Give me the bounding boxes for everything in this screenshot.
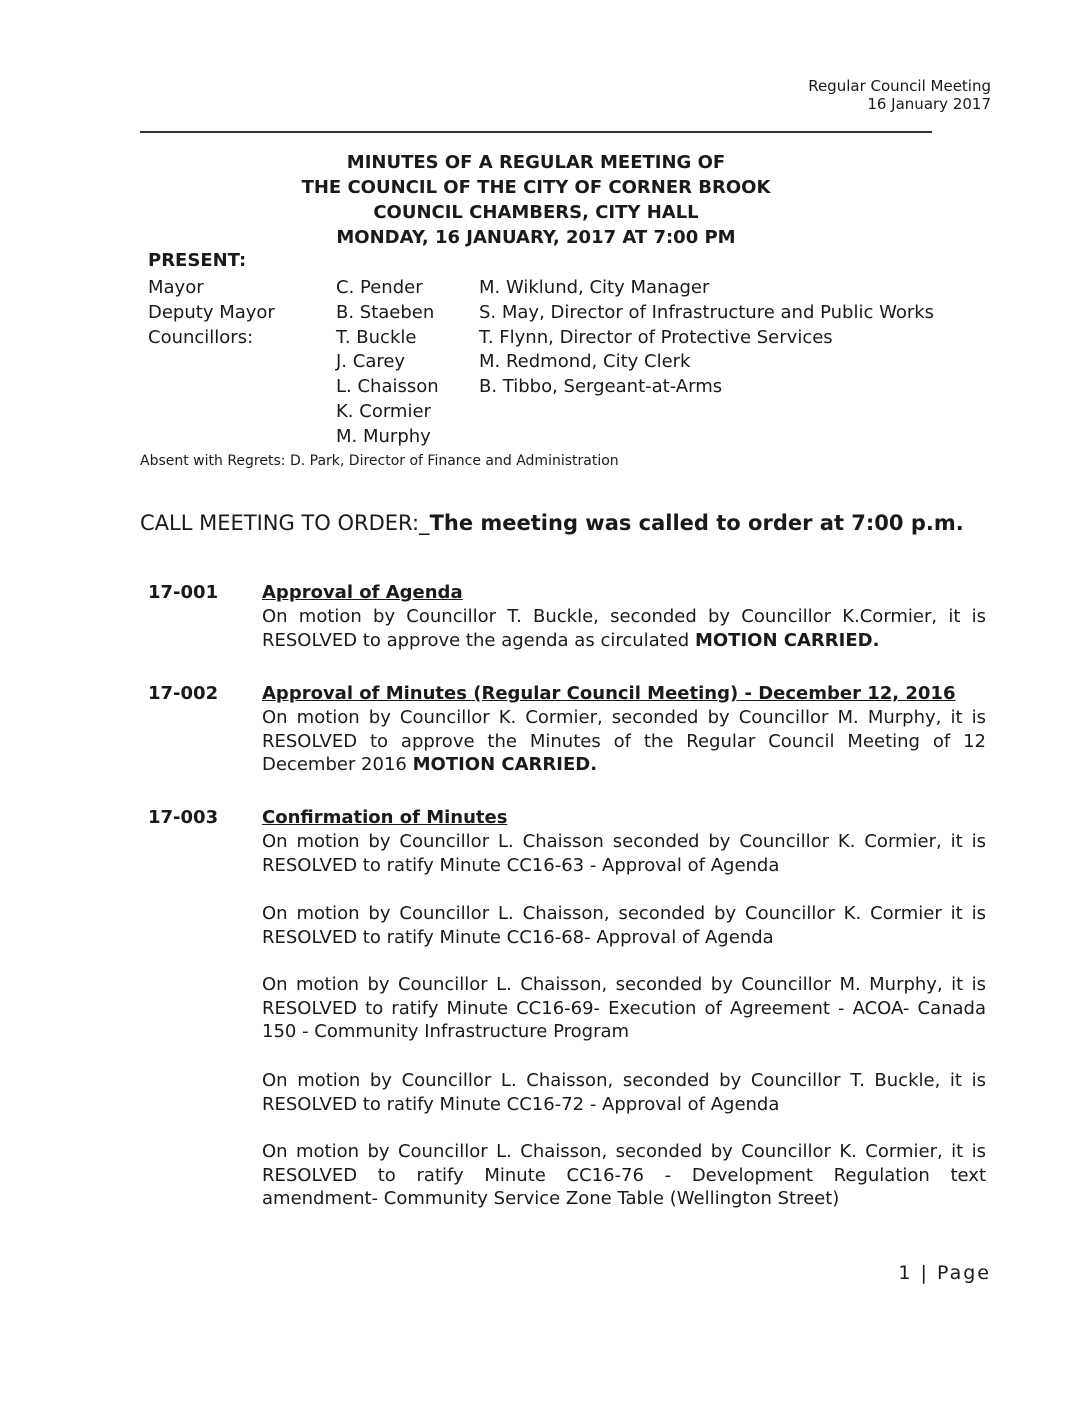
staff-member: T. Flynn, Director of Protective Services xyxy=(479,326,833,348)
item-number: 17-002 xyxy=(148,683,219,704)
present-roles xyxy=(148,276,275,350)
role-deputy-mayor: Deputy Mayor xyxy=(148,301,275,323)
present-staff xyxy=(479,276,934,400)
item-title: Confirmation of Minutes xyxy=(262,807,508,828)
paragraph-text: On motion by Councillor L. Chaisson, seconded by Councillor K. Cormier it is RESOLVED to ratify Minute CC16-68- Approval of Agenda xyxy=(262,903,986,948)
item-number: 17-001 xyxy=(148,582,219,603)
paragraph-text: On motion by Councillor L. Chaisson, seconded by Councillor K. Cormier, it is RESOLVED to ratify Minute CC16-76 - Development Regulation text amendment- Community Service Zone Table (Wellington Street) xyxy=(262,1141,986,1209)
motion-carried: MOTION CARRIED. xyxy=(694,629,880,651)
call-to-order-text: The meeting was called to order at 7:00 p.m. xyxy=(429,511,964,535)
present-names xyxy=(336,276,439,450)
item-title: Approval of Minutes (Regular Council Meeting) - December 12, 2016 xyxy=(262,683,956,704)
paragraph-text: On motion by Councillor T. Buckle, seconded by Councillor K.Cormier, it is RESOLVED to approve the agenda as circulated xyxy=(262,606,986,651)
member-name: J. Carey xyxy=(336,351,406,373)
item-paragraph xyxy=(262,1140,986,1211)
role-mayor: Mayor xyxy=(148,277,204,298)
call-to-order-label: CALL MEETING TO ORDER:_ xyxy=(140,511,430,535)
absent-with-regrets: Absent with Regrets: D. Park, Director of Finance and Administration xyxy=(140,453,619,469)
title-line-2: THE COUNCIL OF THE CITY OF CORNER BROOK xyxy=(301,177,771,198)
staff-member: M. Wiklund, City Manager xyxy=(479,277,710,298)
page-number: 1 | Page xyxy=(898,1262,991,1284)
item-paragraph xyxy=(262,973,986,1044)
staff-member: M. Redmond, City Clerk xyxy=(479,351,691,373)
paragraph-text: On motion by Councillor L. Chaisson, seconded by Councillor T. Buckle, it is RESOLVED to ratify Minute CC16-72 - Approval of Agenda xyxy=(262,1070,986,1115)
title-line-1: MINUTES OF A REGULAR MEETING OF xyxy=(346,152,726,173)
item-paragraph xyxy=(262,605,986,652)
staff-member: B. Tibbo, Sergeant-at-Arms xyxy=(479,376,723,398)
document-title xyxy=(140,150,932,250)
item-paragraph xyxy=(262,902,986,949)
member-name: C. Pender xyxy=(336,277,423,298)
item-paragraph xyxy=(262,706,986,777)
title-line-3: COUNCIL CHAMBERS, CITY HALL xyxy=(373,202,699,223)
title-line-4: MONDAY, 16 JANUARY, 2017 AT 7:00 PM xyxy=(336,227,736,248)
item-paragraph xyxy=(262,830,986,877)
member-name: M. Murphy xyxy=(336,425,431,447)
role-councillors: Councillors: xyxy=(148,326,254,348)
paragraph-text: On motion by Councillor L. Chaisson, seconded by Councillor M. Murphy, it is RESOLVED to ratify Minute CC16-69- Execution of Agreement - ACOA- Canada 150 - Community Infrastructure Program xyxy=(262,974,986,1042)
motion-carried: MOTION CARRIED. xyxy=(412,754,598,775)
paragraph-text: On motion by Councillor K. Cormier, seconded by Councillor M. Murphy, it is RESOLVED to approve the Minutes of the Regular Council Meeting of 12 December 2016 xyxy=(262,707,986,775)
header-meeting-type: Regular Council Meeting xyxy=(808,77,991,95)
member-name: B. Staeben xyxy=(336,301,435,323)
call-to-order xyxy=(140,511,964,535)
member-name: K. Cormier xyxy=(336,400,431,422)
item-paragraph xyxy=(262,1069,986,1116)
member-name: T. Buckle xyxy=(336,326,417,348)
header-date: 16 January 2017 xyxy=(867,95,991,113)
header-meeting-info xyxy=(808,77,991,113)
member-name: L. Chaisson xyxy=(336,376,439,398)
item-number: 17-003 xyxy=(148,807,219,828)
staff-member: S. May, Director of Infrastructure and Public Works xyxy=(479,301,935,323)
present-label: PRESENT: xyxy=(148,250,247,271)
header-divider xyxy=(140,131,932,133)
item-title: Approval of Agenda xyxy=(262,582,463,603)
paragraph-text: On motion by Councillor L. Chaisson seconded by Councillor K. Cormier, it is RESOLVED to ratify Minute CC16-63 - Approval of Agenda xyxy=(262,831,986,876)
